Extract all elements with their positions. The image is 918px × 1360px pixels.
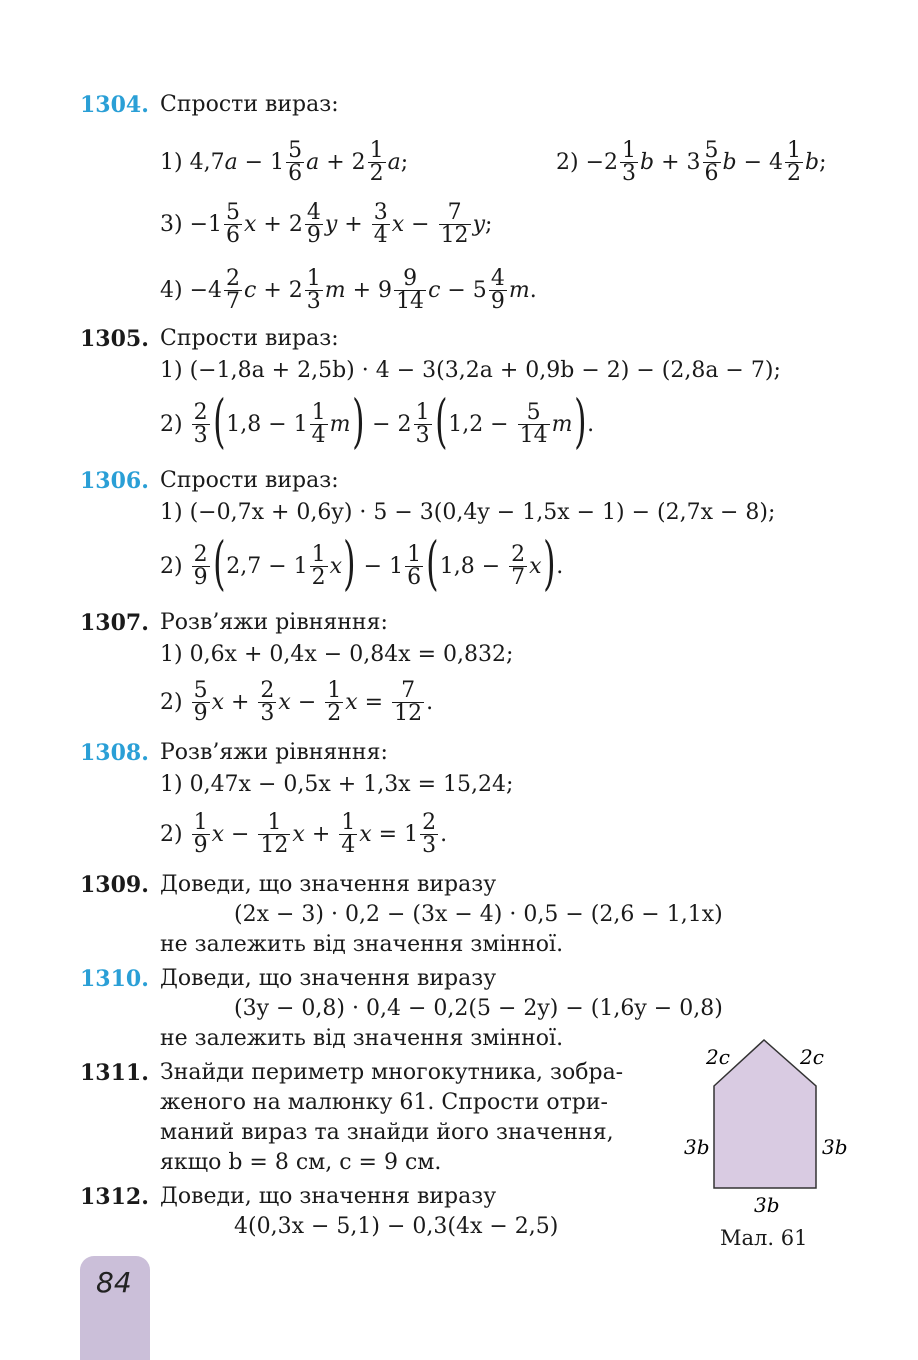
problem-number-1308: 1308. <box>80 740 149 766</box>
expr-1305-2: 2) $\frac{2}{3}$ ( 1,8 − 1 $\frac{1}{4}$ m ) − 2 $\frac{1}{3}$ ( 1,2 − $\frac{5}{14}$ m ) . <box>160 387 595 455</box>
expr-1306-2: 2) $\frac{2}{9}$ ( 2,7 − 1 $\frac{1}{2}$ x ) − 1 $\frac{1}{6}$ ( 1,8 − $\frac{2}{7}$ x ) . <box>160 529 564 597</box>
problem-number-1312: 1312. <box>80 1184 149 1210</box>
expr-1307-2: 2) $\frac{5}{9}$ x + $\frac{2}{3}$ x − $\frac{1}{2}$ x = $\frac{7}{12}$ . <box>160 677 434 726</box>
page-number: 84 <box>96 1266 132 1299</box>
expr-1308-1: 1) 0,47x − 0,5x + 1,3x = 15,24; <box>160 772 514 797</box>
problem-number-1309: 1309. <box>80 872 149 898</box>
problem-tail-1309: не залежить від значення змінної. <box>160 932 564 957</box>
problem-title-1312: Доведи, що значення виразу <box>160 1184 497 1209</box>
figure-caption: Мал. 61 <box>720 1226 808 1250</box>
problem-text-1311-line-4: якщо b = 8 см, c = 9 см. <box>160 1150 442 1175</box>
problem-title-1307: Розв’яжи рівняння: <box>160 610 388 635</box>
problem-text-1311-line-3: маний вираз та знайди його значення, <box>160 1120 614 1145</box>
problem-number-1304: 1304. <box>80 92 149 118</box>
expr-1304-1: 1) 4,7 a − 1 $\frac{5}{6}$ a + 2 $\frac{1}{2}$ a ; <box>160 137 409 186</box>
expr-1306-1: 1) (−0,7x + 0,6y) · 5 − 3(0,4y − 1,5x − 1) − (2,7x − 8); <box>160 500 776 525</box>
expr-1305-1: 1) (−1,8a + 2,5b) · 4 − 3(3,2a + 0,9b − 2) − (2,8a − 7); <box>160 358 781 383</box>
expr-1309: (2x − 3) · 0,2 − (3x − 4) · 0,5 − (2,6 − 1,1x) <box>234 902 723 927</box>
label-top-left: 2c <box>706 1045 730 1069</box>
label-left-side: 3b <box>684 1135 710 1159</box>
problem-title-1305: Спрости вираз: <box>160 326 339 351</box>
expr-1304-2: 2) −2 $\frac{1}{3}$ b + 3 $\frac{5}{6}$ b − 4 $\frac{1}{2}$ b ; <box>556 137 827 186</box>
problem-number-1310: 1310. <box>80 966 149 992</box>
problem-text-1311-line-2: женого на малюнку 61. Спрости отри- <box>160 1090 608 1115</box>
problem-title-1310: Доведи, що значення виразу <box>160 966 497 991</box>
problem-title-1308: Розв’яжи рівняння: <box>160 740 388 765</box>
problem-text-1311-line-1: Знайди периметр многокутника, зобра- <box>160 1060 624 1085</box>
problem-number-1306: 1306. <box>80 468 149 494</box>
expr-1307-1: 1) 0,6x + 0,4x − 0,84x = 0,832; <box>160 642 514 667</box>
problem-number-1305: 1305. <box>80 326 149 352</box>
label-bottom-side: 3b <box>754 1193 780 1217</box>
expr-1308-2: 2) $\frac{1}{9}$ x − $\frac{1}{12}$ x + $\frac{1}{4}$ x = 1 $\frac{2}{3}$ . <box>160 809 448 858</box>
problem-title-1304: Спрости вираз: <box>160 92 339 117</box>
label-top-right: 2c <box>800 1045 824 1069</box>
expr-1310: (3y − 0,8) · 0,4 − 0,2(5 − 2y) − (1,6y − 0,8) <box>234 996 723 1021</box>
problem-title-1309: Доведи, що значення виразу <box>160 872 497 897</box>
problem-number-1311: 1311. <box>80 1060 149 1086</box>
problem-title-1306: Спрости вираз: <box>160 468 339 493</box>
label-right-side: 3b <box>822 1135 848 1159</box>
expr-1304-4: 4) −4 $\frac{2}{7}$ c + 2 $\frac{1}{3}$ m + 9 $\frac{9}{14}$ c − 5 $\frac{4}{9}$ m . <box>160 265 537 314</box>
polygon-figure <box>670 1030 860 1226</box>
problem-tail-1310: не залежить від значення змінної. <box>160 1026 564 1051</box>
problem-number-1307: 1307. <box>80 610 149 636</box>
expr-1304-3: 3) −1 $\frac{5}{6}$ x + 2 $\frac{4}{9}$ y + $\frac{3}{4}$ x − $\frac{7}{12}$ y ; <box>160 199 493 248</box>
expr-1312: 4(0,3x − 5,1) − 0,3(4x − 2,5) <box>234 1214 559 1239</box>
